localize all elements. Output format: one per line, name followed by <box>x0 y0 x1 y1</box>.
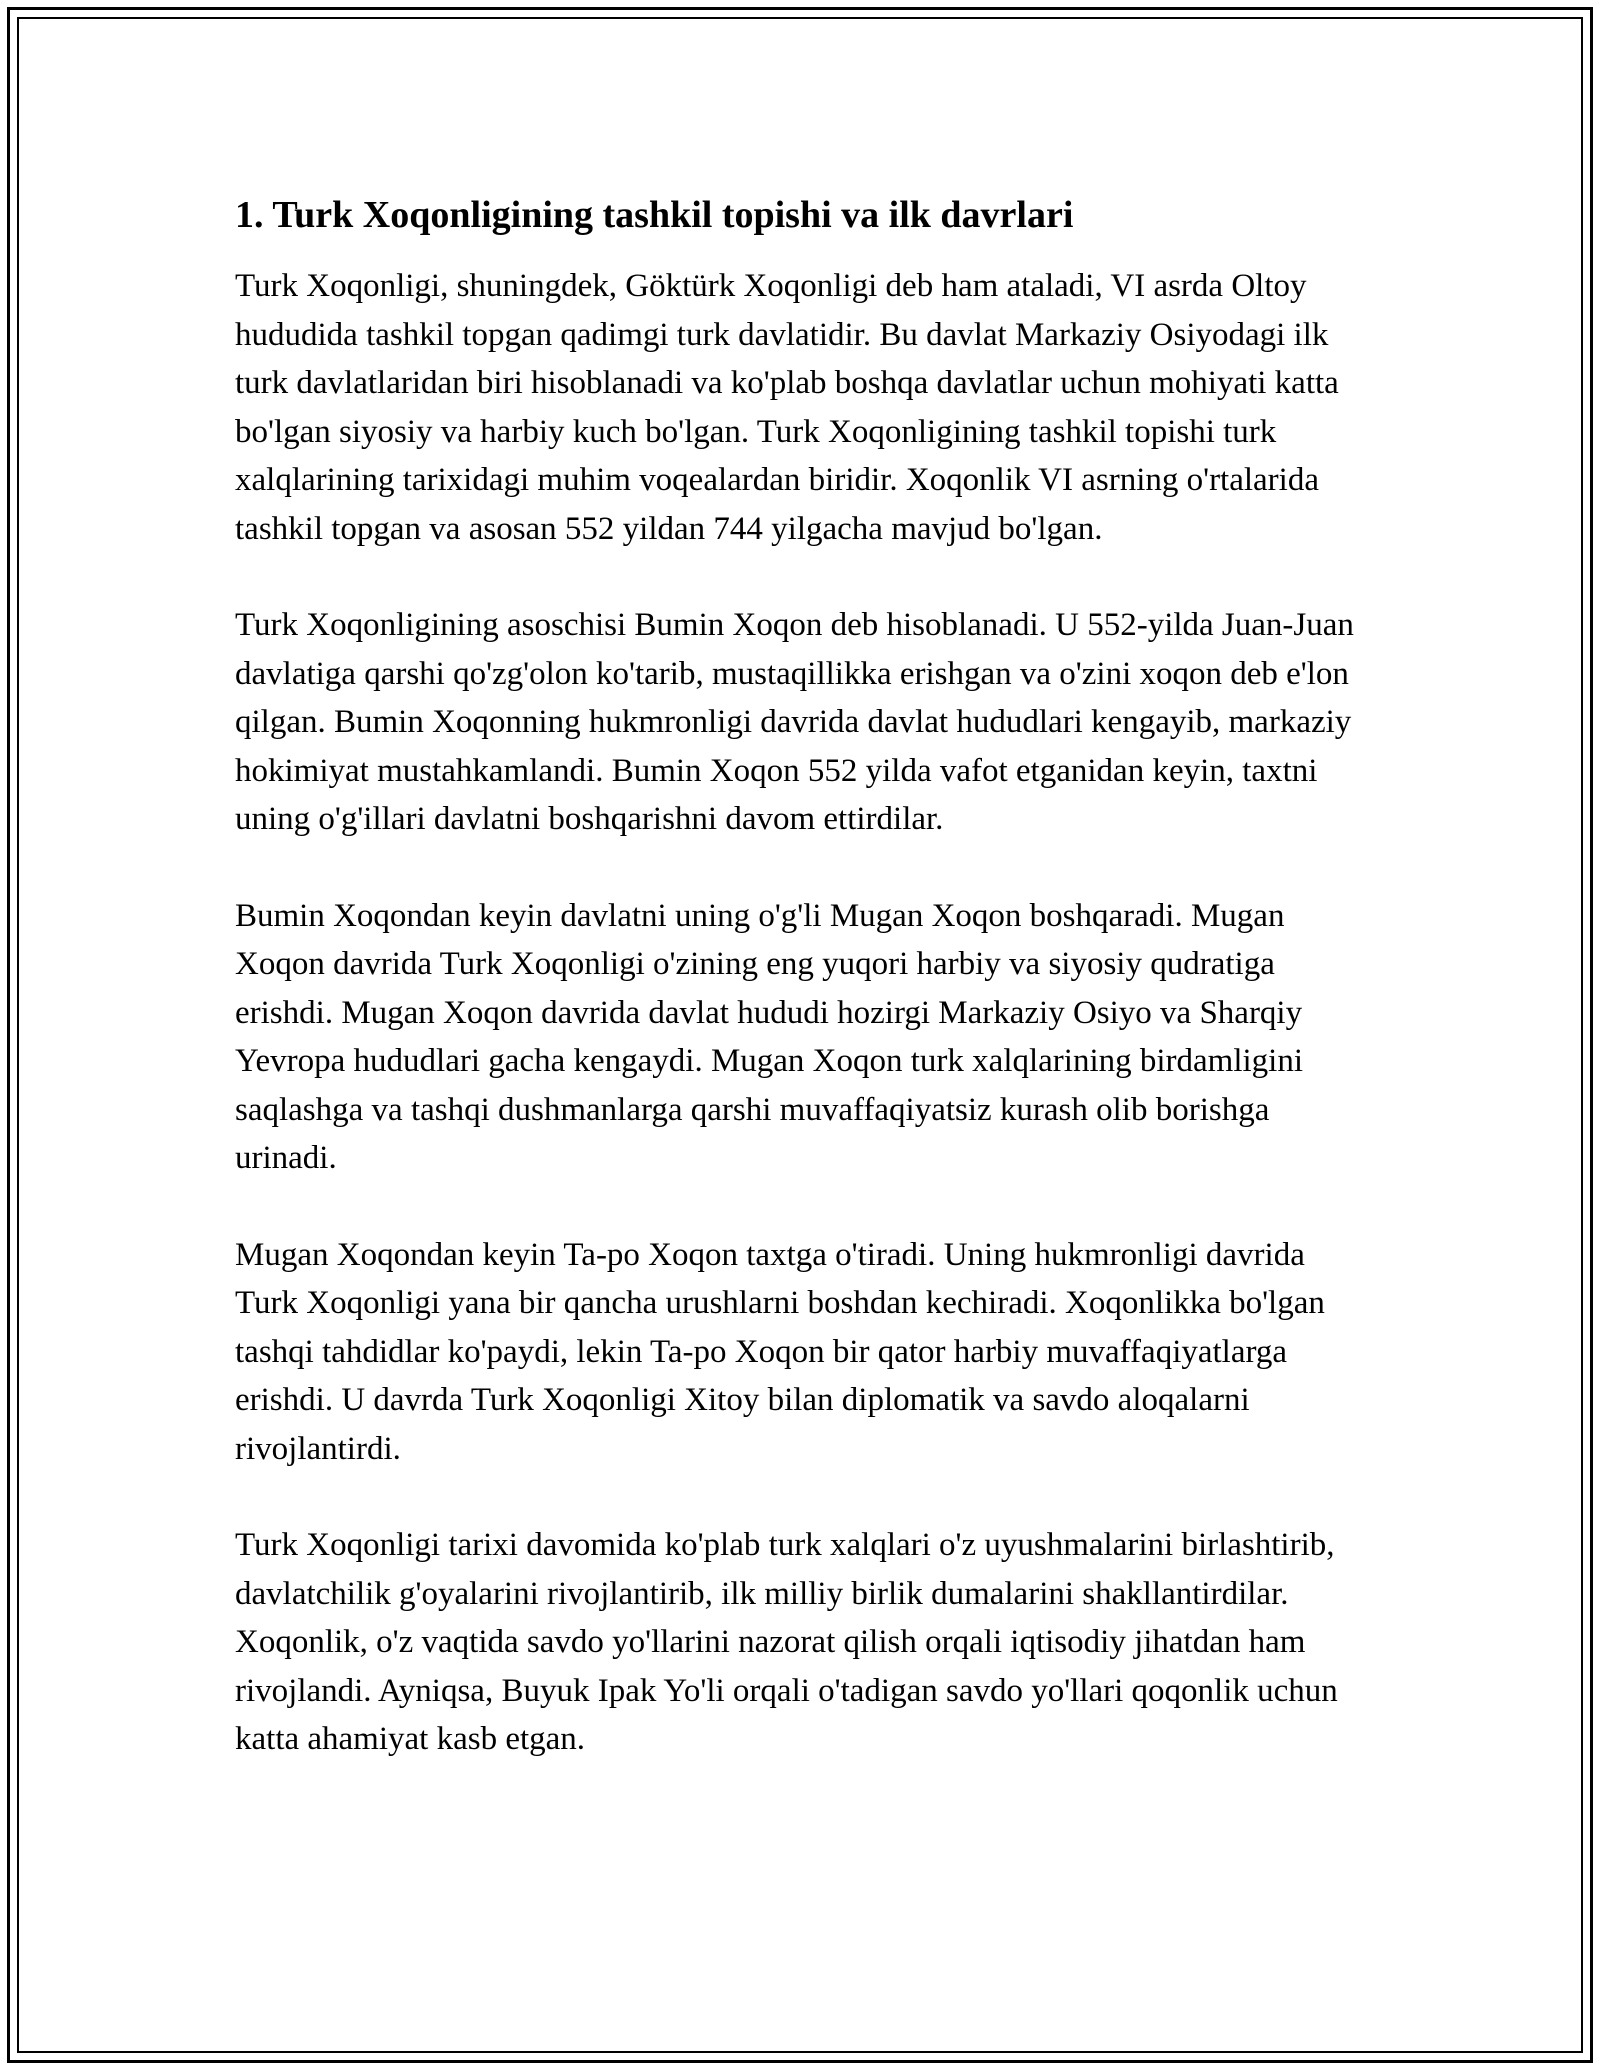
paragraph-1: Turk Xoqonligi, shuningdek, Göktürk Xoqonligi deb ham ataladi, VI asrda Oltoy hududida tashkil topgan qadimgi turk davlatidir. Bu davlat Markaziy Osiyodagi ilk turk davlatlaridan biri hisoblanadi va ko'plab boshqa davlatlar uchun mohiyati katta bo'lgan siyosiy va harbiy kuch bo'lgan. Turk Xoqonligining tashkil topishi turk xalqlarining tarixidagi muhim voqealardan biridir. Xoqonlik VI asrning o'rtalarida tashkil topgan va asosan 552 yildan 744 yilgacha mavjud bo'lgan. <box>235 268 1339 547</box>
section-heading: 1. Turk Xoqonligining tashkil topishi va ilk davrlari <box>235 194 1074 236</box>
document-body <box>235 186 1375 1812</box>
paragraph-5: Turk Xoqonligi tarixi davomida ko'plab turk xalqlari o'z uyushmalarini birlashtirib, davlatchilik g'oyalarini rivojlantirib, ilk milliy birlik dumalarini shakllantirdilar. Xoqonlik, o'z vaqtida savdo yo'llarini nazorat qilish orqali iqtisodiy jihatdan ham rivojlandi. Ayniqsa, Buyuk Ipak Yo'li orqali o'tadigan savdo yo'llari qoqonlik uchun katta ahamiyat kasb etgan. <box>235 1527 1338 1757</box>
paragraph-2: Turk Xoqonligining asoschisi Bumin Xoqon deb hisoblanadi. U 552-yilda Juan-Juan davlatiga qarshi qo'zg'olon ko'tarib, mustaqillikka erishgan va o'zini xoqon deb e'lon qilgan. Bumin Xoqonning hukmronligi davrida davlat hududlari kengayib, markaziy hokimiyat mustahkamlandi. Bumin Xoqon 552 yilda vafot etganidan keyin, taxtni uning o'g'illari davlatni boshqarishni davom ettirdilar. <box>235 607 1354 837</box>
paragraph-3: Bumin Xoqondan keyin davlatni uning o'g'li Mugan Xoqon boshqaradi. Mugan Xoqon davrida Turk Xoqonligi o'zining eng yuqori harbiy va siyosiy qudratiga erishdi. Mugan Xoqon davrida davlat hududi hozirgi Markaziy Osiyo va Sharqiy Yevropa hududlari gacha kengaydi. Mugan Xoqon turk xalqlarining birdamligini saqlashga va tashqi dushmanlarga qarshi muvaffaqiyatsiz kurash olib borishga urinadi. <box>235 897 1304 1176</box>
paragraph-4: Mugan Xoqondan keyin Ta-po Xoqon taxtga o'tiradi. Uning hukmronligi davrida Turk Xoqonligi yana bir qancha urushlarni boshdan kechiradi. Xoqonlikka bo'lgan tashqi tahdidlar ko'paydi, lekin Ta-po Xoqon bir qator harbiy muvaffaqiyatlarga erishdi. U davrda Turk Xoqonligi Xitoy bilan diplomatik va savdo aloqalarni rivojlantirdi. <box>235 1236 1325 1467</box>
